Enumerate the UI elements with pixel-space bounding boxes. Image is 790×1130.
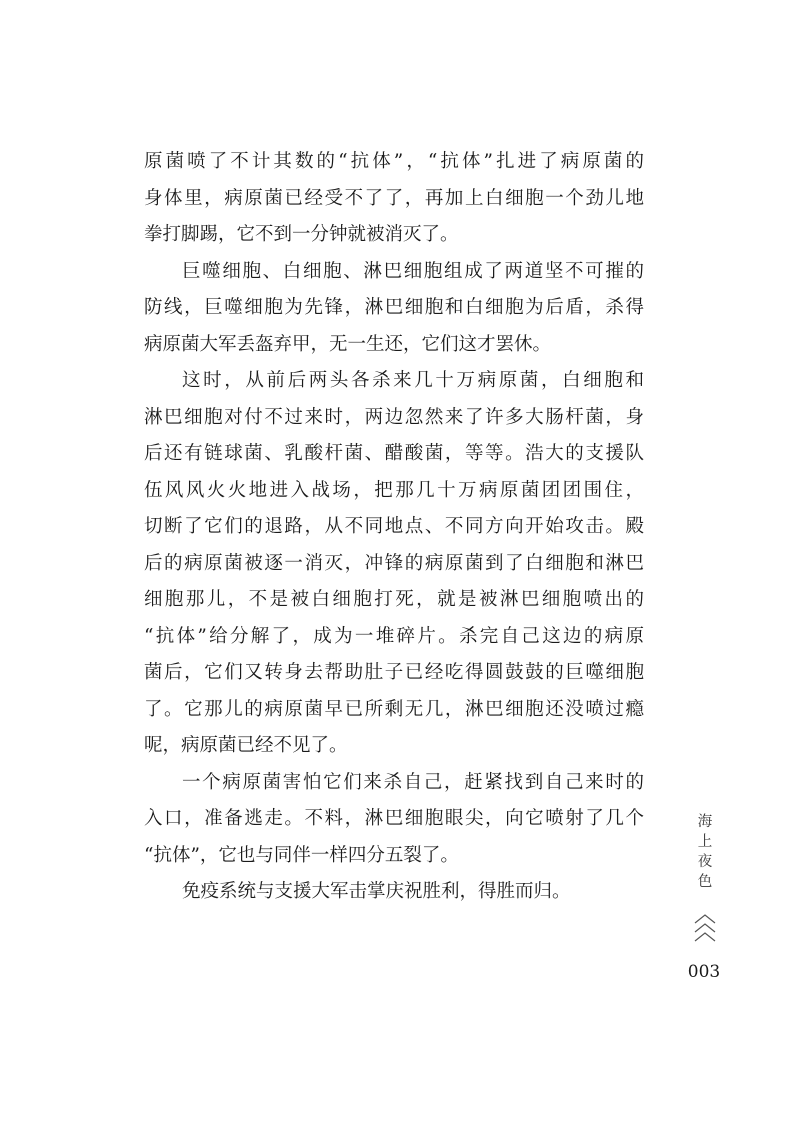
text-line: 巨噬细胞、白细胞、淋巴细胞组成了两道坚不可摧的 (182, 260, 644, 282)
text-line: 了。它那儿的病原菌早已所剩无几，淋巴细胞还没喷过瘾 (144, 698, 644, 720)
text-line: 免疫系统与支援大军击掌庆祝胜利，得胜而归。 (182, 881, 571, 902)
paragraph (144, 144, 644, 254)
page-number: 003 (687, 962, 721, 982)
text-line: 防线，巨噬细胞为先锋，淋巴细胞和白细胞为后盾，杀得 (144, 297, 644, 318)
paragraph (144, 363, 644, 765)
paragraph (144, 254, 644, 364)
running-title-char: 色 (697, 874, 713, 890)
text-line: 伍风风火火地进入战场，把那几十万病原菌团团围住， (144, 479, 644, 501)
text-line: 原菌喷了不计其数的“抗体”，“抗体”扎进了病原菌的 (144, 151, 644, 172)
text-line: 这时，从前后两头各杀来几十万病原菌，白细胞和 (182, 370, 644, 391)
text-line: 拳打脚踢，它不到一分钟就被消灭了。 (144, 224, 459, 245)
running-title-char: 上 (697, 834, 713, 850)
text-line: “抗体”给分解了，成为一堆碎片。杀完自己这边的病原 (144, 625, 644, 647)
paragraph (144, 765, 644, 875)
text-line: 呢，病原菌已经不见了。 (144, 735, 348, 756)
running-title (695, 812, 715, 892)
text-line: 入口，准备逃走。不料，淋巴细胞眼尖，向它喷射了几个 (144, 808, 644, 829)
text-line: 身体里，病原菌已经受不了了，再加上白细胞一个劲儿地 (144, 187, 644, 209)
running-title-char: 海 (697, 814, 713, 830)
running-title-char: 夜 (697, 854, 713, 870)
text-line: 后还有链球菌、乳酸杆菌、醋酸菌，等等。浩大的支援队 (144, 443, 644, 464)
text-line: 一个病原菌害怕它们来杀自己，赶紧找到自己来时的 (182, 771, 644, 793)
paragraph (144, 874, 644, 911)
text-line: 后的病原菌被逐一消灭，冲锋的病原菌到了白细胞和淋巴 (144, 552, 644, 574)
triple-chevron-up-icon (692, 912, 718, 944)
text-line: 淋巴细胞对付不过来时，两边忽然来了许多大肠杆菌，身 (144, 406, 644, 428)
text-line: 切断了它们的退路，从不同地点、不同方向开始攻击。殿 (144, 516, 644, 537)
body-text (144, 144, 644, 911)
text-line: 病原菌大军丢盔弃甲，无一生还，它们这才罢休。 (144, 333, 552, 355)
text-line: “抗体”，它也与同伴一样四分五裂了。 (144, 844, 459, 866)
text-line: 细胞那儿，不是被白细胞打死，就是被淋巴细胞喷出的 (144, 589, 644, 610)
text-line: 菌后，它们又转身去帮助肚子已经吃得圆鼓鼓的巨噬细胞 (144, 662, 644, 683)
